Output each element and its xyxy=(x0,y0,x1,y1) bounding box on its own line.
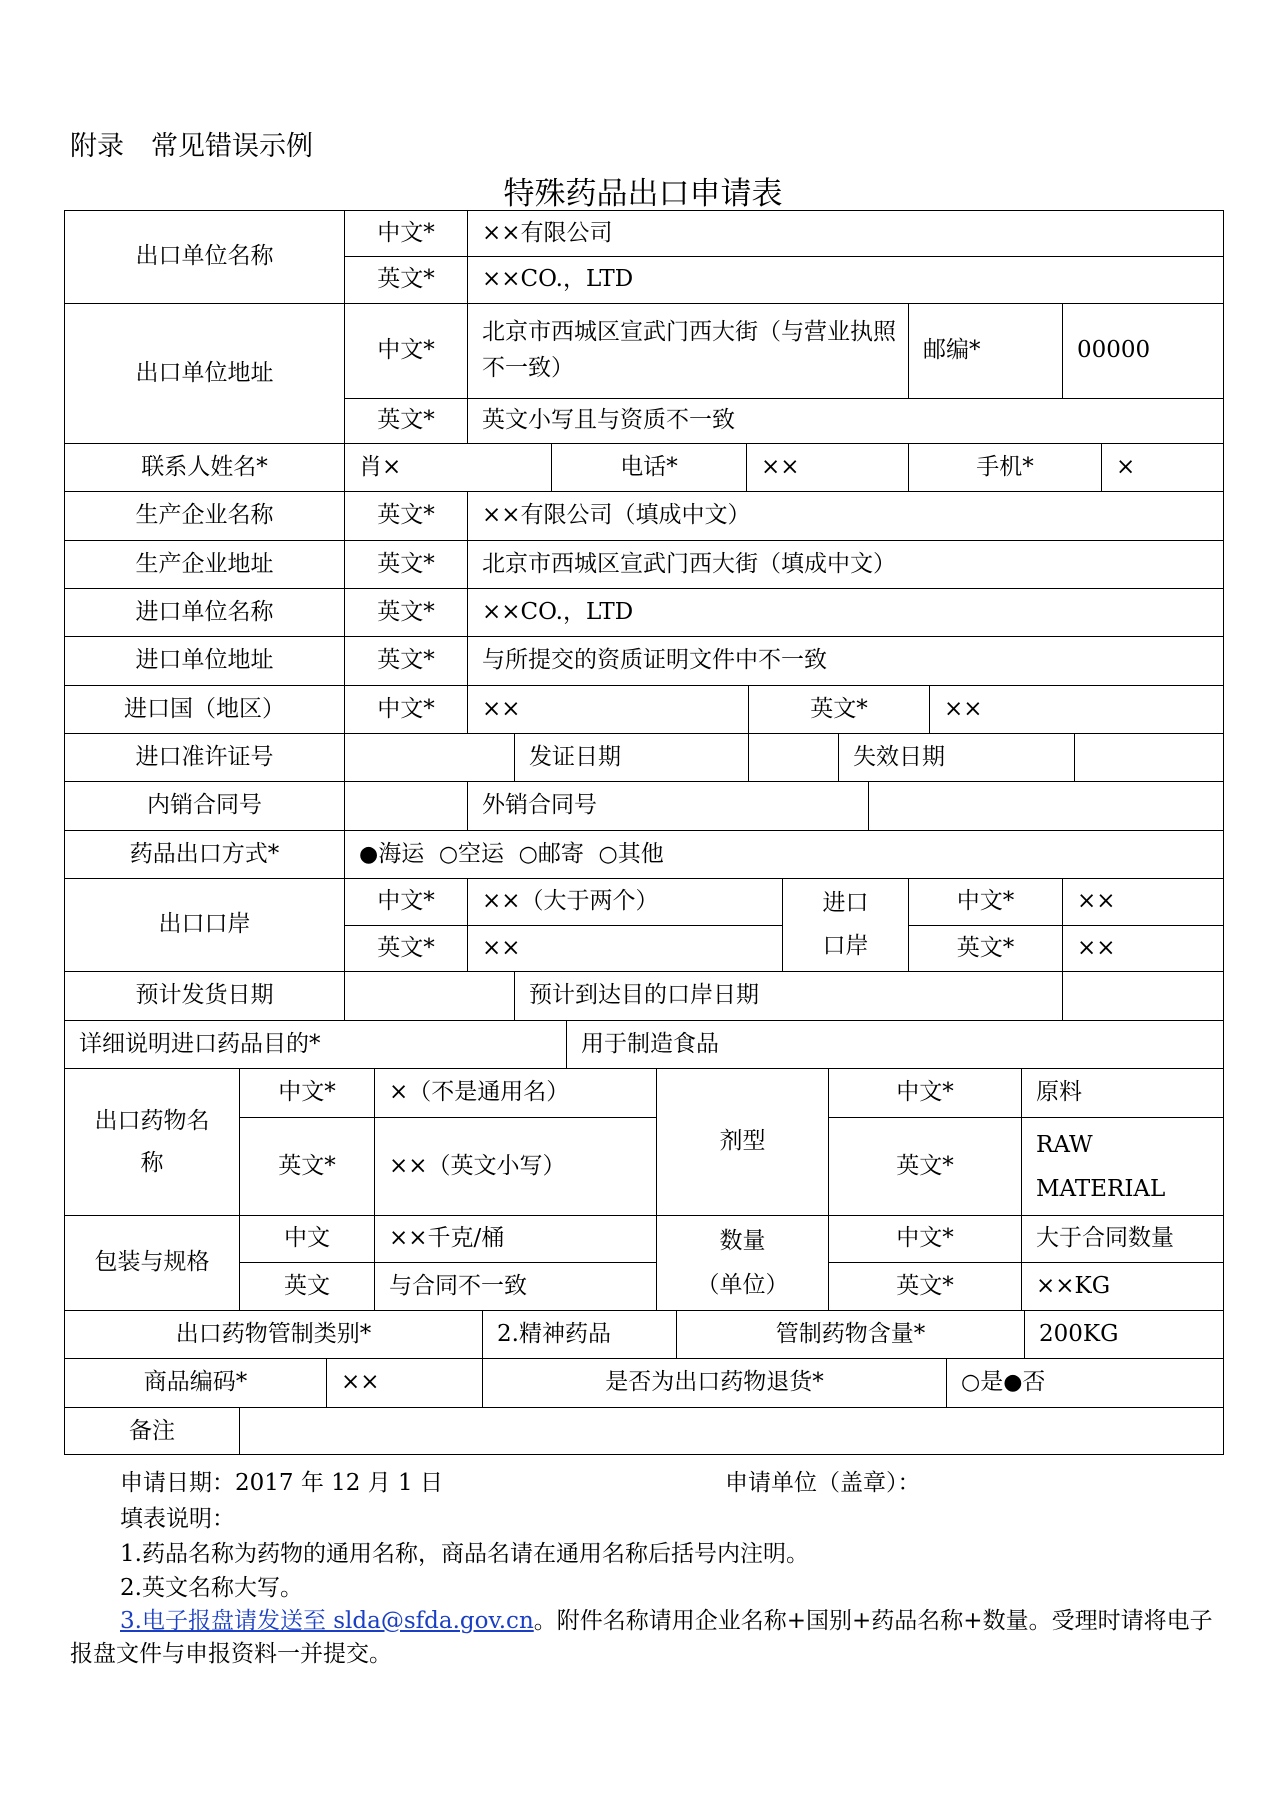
expiry-date-value[interactable] xyxy=(1074,733,1224,781)
en-label: 英文* xyxy=(344,588,467,636)
note-3-rest: 。附件名称请用企业名称+国别+药品名称+数量。受理时请将电子报盘文件与申报资料一并提交。 xyxy=(70,1608,1213,1667)
control-category-label: 出口药物管制类别* xyxy=(64,1310,482,1358)
en-label: 英文* xyxy=(344,540,467,588)
remarks-label: 备注 xyxy=(64,1407,239,1455)
expiry-date-label: 失效日期 xyxy=(838,733,1074,781)
dosage-form-en-line2: MATERIAL xyxy=(1036,1175,1166,1202)
option-label: 空运 xyxy=(458,840,505,867)
radio-empty-icon: ○ xyxy=(961,1370,981,1396)
application-form-table xyxy=(64,210,1224,1455)
control-content-label: 管制药物含量* xyxy=(676,1310,1024,1358)
purpose-label: 详细说明进口药品目的* xyxy=(64,1020,566,1068)
quantity-label-line2: （单位） xyxy=(696,1272,789,1298)
issue-date-value[interactable] xyxy=(748,733,838,781)
en-label: 英文* xyxy=(344,491,467,540)
option-label: 海运 xyxy=(378,840,425,867)
control-category-value[interactable]: 2.精神药品 xyxy=(482,1310,676,1358)
option-label: 是 xyxy=(980,1369,1004,1396)
en-label: 英文* xyxy=(908,925,1062,971)
exporter-name-zh[interactable]: ××有限公司 xyxy=(467,210,1224,256)
form-title: 特殊药品出口申请表 xyxy=(503,176,783,212)
zh-label: 中文* xyxy=(344,685,467,733)
product-code-label: 商品编码* xyxy=(64,1358,326,1407)
exporter-address-label: 出口单位地址 xyxy=(64,303,344,443)
en-label: 英文* xyxy=(828,1262,1021,1310)
option-label: 否 xyxy=(1022,1369,1046,1396)
import-country-label: 进口国（地区） xyxy=(64,685,344,733)
import-country-zh[interactable]: ×× xyxy=(467,685,748,733)
remarks-value[interactable] xyxy=(239,1407,1224,1455)
zh-label: 中文* xyxy=(344,878,467,925)
zh-plain-label: 中文 xyxy=(239,1215,374,1262)
exporter-address-zh[interactable]: 北京市西城区宣武门西大街（与营业执照不一致） xyxy=(467,303,908,398)
issue-date-label: 发证日期 xyxy=(514,733,748,781)
en-label: 英文* xyxy=(344,398,467,443)
import-port-label-line2: 口岸 xyxy=(822,933,869,959)
drug-name-label-line1: 出口药物名 xyxy=(94,1108,210,1134)
importer-name-value[interactable]: ××CO.，LTD xyxy=(467,588,1224,636)
note-2: 2.英文名称大写。 xyxy=(120,1575,303,1601)
contact-name-value[interactable]: 肖× xyxy=(344,443,551,491)
drug-name-zh[interactable]: ×（不是通用名） xyxy=(374,1068,656,1117)
import-port-zh[interactable]: ×× xyxy=(1062,878,1224,925)
radio-empty-icon: ○ xyxy=(598,841,618,867)
en-label: 英文* xyxy=(344,636,467,685)
option-other[interactable] xyxy=(598,837,663,873)
foreign-contract-value[interactable] xyxy=(868,781,1224,830)
zh-label: 中文* xyxy=(344,210,467,256)
en-label: 英文* xyxy=(344,925,467,971)
manufacturer-address-label: 生产企业地址 xyxy=(64,540,344,588)
export-port-zh[interactable]: ××（大于两个） xyxy=(467,878,782,925)
radio-empty-icon: ○ xyxy=(438,841,459,867)
contact-name-label: 联系人姓名* xyxy=(64,443,344,491)
zh-label: 中文* xyxy=(239,1068,374,1117)
zh-label: 中文* xyxy=(908,878,1062,925)
dosage-form-en[interactable] xyxy=(1021,1117,1224,1215)
quantity-zh[interactable]: 大于合同数量 xyxy=(1021,1215,1224,1262)
export-method-label: 药品出口方式* xyxy=(64,830,344,878)
notes-heading: 填表说明： xyxy=(120,1506,235,1532)
import-permit-value[interactable] xyxy=(344,733,514,781)
phone-value[interactable]: ×× xyxy=(746,443,908,491)
exporter-name-en[interactable]: ××CO.，LTD xyxy=(467,256,1224,303)
foreign-contract-label: 外销合同号 xyxy=(467,781,868,830)
zh-label: 中文* xyxy=(828,1068,1021,1117)
domestic-contract-label: 内销合同号 xyxy=(64,781,344,830)
option-no[interactable] xyxy=(1003,1365,1045,1401)
import-country-en[interactable]: ×× xyxy=(929,685,1224,733)
arrival-date-label: 预计到达目的口岸日期 xyxy=(514,971,1062,1020)
mobile-label: 手机* xyxy=(908,443,1101,491)
quantity-label xyxy=(656,1215,828,1310)
exporter-address-en[interactable]: 英文小写且与资质不一致 xyxy=(467,398,1224,443)
drug-name-label xyxy=(64,1068,239,1215)
importer-address-value[interactable]: 与所提交的资质证明文件中不一致 xyxy=(467,636,1224,685)
zh-label: 中文* xyxy=(828,1215,1021,1262)
en-label: 英文* xyxy=(828,1117,1021,1215)
dosage-form-en-line1: RAW xyxy=(1036,1131,1093,1158)
en-label: 英文* xyxy=(344,256,467,303)
is-return-label: 是否为出口药物退货* xyxy=(482,1358,946,1407)
note-1: 1.药品名称为药物的通用名称，商品名请在通用名称后括号内注明。 xyxy=(120,1541,809,1567)
radio-selected-icon: ● xyxy=(359,841,379,867)
radio-empty-icon: ○ xyxy=(518,841,538,867)
radio-selected-icon: ● xyxy=(1003,1370,1023,1396)
importer-address-label: 进口单位地址 xyxy=(64,636,344,685)
drug-name-en[interactable]: ××（英文小写） xyxy=(374,1117,656,1215)
en-plain-label: 英文 xyxy=(239,1262,374,1310)
option-air[interactable] xyxy=(439,837,504,873)
import-port-en[interactable]: ×× xyxy=(1062,925,1224,971)
export-method-options xyxy=(344,830,1224,878)
arrival-date-value[interactable] xyxy=(1062,971,1224,1020)
en-label: 英文* xyxy=(239,1117,374,1215)
is-return-options xyxy=(946,1358,1224,1407)
option-label: 邮寄 xyxy=(537,840,584,867)
import-port-label xyxy=(782,878,908,971)
email-link[interactable]: 3.电子报盘请发送至 slda@sfda.gov.cn xyxy=(120,1608,534,1634)
manufacturer-name-label: 生产企业名称 xyxy=(64,491,344,540)
ship-date-label: 预计发货日期 xyxy=(64,971,344,1020)
quantity-label-line1: 数量 xyxy=(719,1228,766,1254)
purpose-value[interactable]: 用于制造食品 xyxy=(566,1020,1224,1068)
postcode-label: 邮编* xyxy=(908,303,1062,398)
option-label: 其他 xyxy=(617,840,664,867)
appendix-heading: 附录 常见错误示例 xyxy=(70,131,313,162)
control-content-value[interactable]: 200KG xyxy=(1024,1310,1224,1358)
apply-date: 申请日期：2017 年 12 月 1 日 xyxy=(120,1470,443,1496)
packaging-label: 包装与规格 xyxy=(64,1215,239,1310)
option-post[interactable] xyxy=(519,837,584,873)
ship-date-value[interactable] xyxy=(344,971,514,1020)
quantity-en[interactable]: ××KG xyxy=(1021,1262,1224,1310)
mobile-value[interactable]: × xyxy=(1101,443,1224,491)
export-port-en[interactable]: ×× xyxy=(467,925,782,971)
dosage-form-label: 剂型 xyxy=(656,1068,828,1215)
drug-name-label-line2: 称 xyxy=(140,1150,164,1176)
packaging-zh[interactable]: ××千克/桶 xyxy=(374,1215,656,1262)
export-port-label: 出口口岸 xyxy=(64,878,344,971)
manufacturer-address-value[interactable]: 北京市西城区宣武门西大街（填成中文） xyxy=(467,540,1224,588)
product-code-value[interactable]: ×× xyxy=(326,1358,482,1407)
domestic-contract-value[interactable] xyxy=(344,781,467,830)
dosage-form-zh[interactable]: 原料 xyxy=(1021,1068,1224,1117)
exporter-name-label: 出口单位名称 xyxy=(64,210,344,303)
import-permit-label: 进口准许证号 xyxy=(64,733,344,781)
manufacturer-name-value[interactable]: ××有限公司（填成中文） xyxy=(467,491,1224,540)
en-label: 英文* xyxy=(748,685,929,733)
note-3 xyxy=(70,1605,1230,1671)
postcode-value[interactable]: 00000 xyxy=(1062,303,1224,398)
apply-unit-stamp: 申请单位（盖章）： xyxy=(725,1470,921,1496)
import-port-label-line1: 进口 xyxy=(822,890,869,916)
option-sea[interactable] xyxy=(359,837,424,873)
option-yes[interactable] xyxy=(961,1365,1003,1401)
zh-label: 中文* xyxy=(344,303,467,398)
packaging-en[interactable]: 与合同不一致 xyxy=(374,1262,656,1310)
phone-label: 电话* xyxy=(551,443,746,491)
importer-name-label: 进口单位名称 xyxy=(64,588,344,636)
